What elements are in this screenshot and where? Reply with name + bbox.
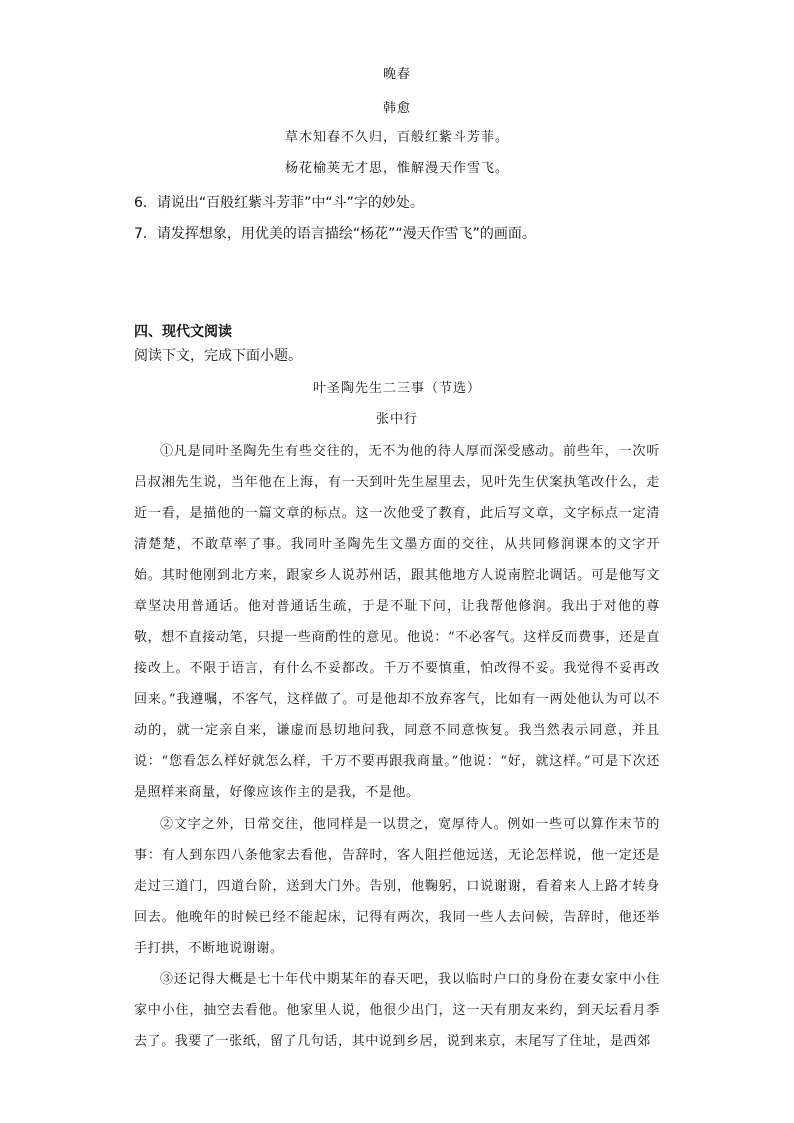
question-6: 6．请说出“百般红紫斗芳菲”中“斗”字的妙处。	[134, 195, 424, 211]
poem-title: 晚春	[382, 67, 411, 82]
article-paragraph-2: ②文字之外，日常交往，他同样是一以贯之，宽厚待人。例如一些可以算作末节的事：有人到东四八条他家去看他，告辞时，客人阻拦他远送，无论怎样说，他一定还是走过三道门，四道台阶，送到大门外。告别，他鞠躬，口说谢谢，看着来人上路才转身回去。他晚年的时候已经不能起床，记得有两次，我同一些人去问候，告辞时，他还举手打拱，不断地说谢谢。	[134, 817, 660, 956]
article-paragraph-3: ③还记得大概是七十年代中期某年的春天吧，我以临时户口的身份在妻女家中小住家中小住，抽空去看他。他家里人说，他很少出门，这一天有朋友来约，到天坛看月季去了。我要了一张纸，留了几句话，其中说到乡居，说到来京，末尾写了住址，是西郊	[134, 972, 660, 1049]
poem-author: 韩愈	[382, 101, 411, 116]
section-instruction: 阅读下文，完成下面小题。	[134, 348, 302, 364]
section-title: 四、现代文阅读	[134, 324, 232, 340]
poem-line-1: 草木知春不久归，百般红紫斗芳菲。	[284, 130, 509, 145]
article-paragraph-1: ①凡是同叶圣陶先生有些交往的，无不为他的待人厚而深受感动。前些年，一次听吕叔湘先生说，当年他在上海，有一天到叶先生屋里去，见叶先生伏案执笔改什么，走近一看，是描他的一篇文章的标点。这一次他受了教育，此后写文章，文字标点一定清清楚楚，不敢草率了事。我同叶圣陶先生文墨方面的交往，从共同修润课本的文字开始。其时他刚到北方来，跟家乡人说苏州话，跟其他地方人说南腔北调话。可是他写文章坚决用普通话。他对普通话生疏，于是不耻下问，让我帮他修润。我出于对他的尊敬，想不直接动笔，只提一些商酌性的意见。他说：“不必客气。这样反而费事，还是直接改上。不限于语言，有什么不妥都改。千万不要慎重，怕改得不妥。我觉得不妥再改回来。”我遵嘱，不客气，这样做了。可是他却不放弃客气，比如有一两处他认为可以不动的，就一定亲自来，谦虚而恳切地问我，同意不同意恢复。我当然表示同意，并且说：“您看怎么样好就怎么样，千万不要再跟我商量。”他说：“好，就这样。”可是下次还是照样来商量，好像应该作主的是我，不是他。	[134, 444, 660, 800]
article-title: 叶圣陶先生二三事（节选）	[312, 381, 481, 396]
article-author: 张中行	[375, 412, 418, 427]
poem-line-2: 杨花榆荚无才思，惟解漫天作雪飞。	[284, 161, 509, 176]
question-7: 7．请发挥想象，用优美的语言描绘“杨花”“漫天作雪飞”的画面。	[134, 226, 536, 242]
